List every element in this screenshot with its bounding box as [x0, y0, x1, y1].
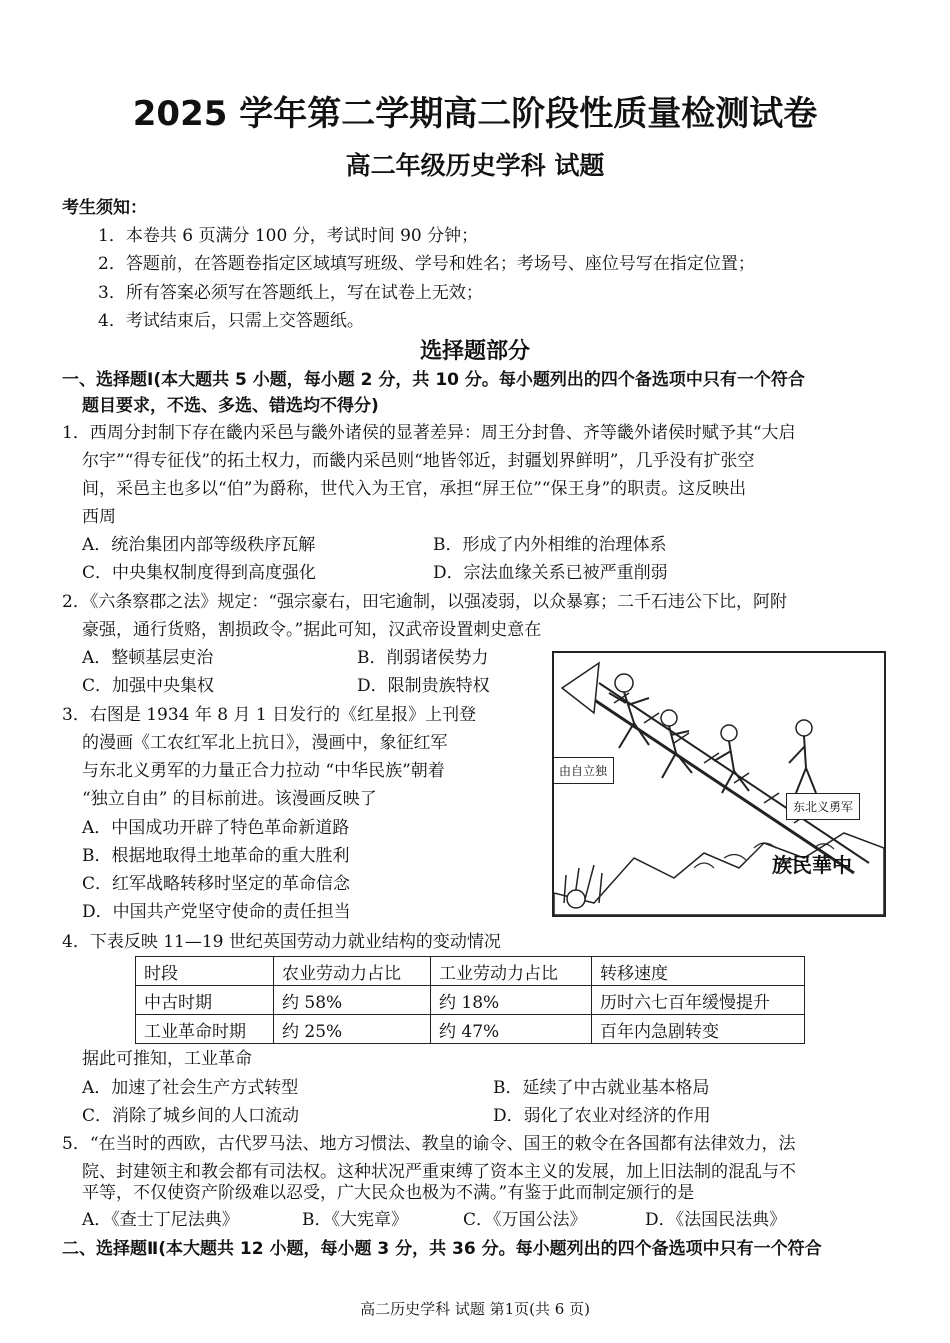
q1-stem-line: 1．西周分封制下存在畿内采邑与畿外诸侯的显著差异：周王分封鲁、齐等畿外诸侯时赋予其“大启: [62, 423, 796, 443]
q3-stem-line: 与东北义勇军的力量正合力拉动 “中华民族”朝着: [82, 761, 445, 781]
q1-stem-line: 尔宇”“得专征伐”的拓土权力，而畿内采邑则“地皆邻近，封疆划界鲜明”，几乎没有扩张空: [82, 451, 755, 471]
exam-subtitle: 高二年级历史学科 试题: [345, 151, 605, 180]
table-cell: 历时六七百年缓慢提升: [592, 986, 805, 1015]
q3-option-b: B．根据地取得土地革命的重大胜利: [82, 846, 350, 866]
q3-option-a: A．中国成功开辟了特色革命新道路: [82, 818, 350, 838]
q4-after-text: 据此可推知，工业革命: [82, 1049, 252, 1069]
q5-option-c: C．《万国公法》: [463, 1210, 587, 1230]
q3-stem-line: “独立自由” 的目标前进。该漫画反映了: [82, 789, 377, 809]
notice-item-4: 4．考试结束后，只需上交答题纸。: [98, 311, 364, 331]
table-cell: 约 25%: [274, 1015, 431, 1044]
cartoon-label-independence: 由自立独: [552, 757, 614, 784]
q4-option-b: B．延续了中古就业基本格局: [493, 1078, 710, 1098]
q1-option-d: D．宗法血缘关系已被严重削弱: [433, 563, 668, 583]
table-header-cell: 工业劳动力占比: [431, 957, 592, 986]
notice-heading: 考生须知：: [62, 198, 147, 218]
q2-stem-line: 豪强，通行货赂，割损政令。”据此可知，汉武帝设置刺史意在: [82, 620, 542, 640]
table-cell: 约 58%: [274, 986, 431, 1015]
part1-heading: 一、选择题Ⅰ(本大题共 5 小题，每小题 2 分，共 10 分。每小题列出的四个备选项中只有一个符合: [62, 370, 805, 390]
q1-option-a: A．统治集团内部等级秩序瓦解: [82, 535, 316, 555]
table-header-cell: 农业劳动力占比: [274, 957, 431, 986]
q2-option-c: C．加强中央集权: [82, 676, 215, 696]
q5-option-d: D．《法国民法典》: [645, 1210, 787, 1230]
q4-option-d: D．弱化了农业对经济的作用: [493, 1106, 711, 1126]
q1-stem-line: 西周: [82, 507, 116, 527]
section-title: 选择题部分: [419, 339, 530, 364]
table-cell: 工业革命时期: [136, 1015, 274, 1044]
q4-option-a: A．加速了社会生产方式转型: [82, 1078, 299, 1098]
cartoon-label-nation: 族民華中: [772, 853, 852, 877]
table-header-cell: 转移速度: [592, 957, 805, 986]
q4-stem-line: 4．下表反映 11—19 世纪英国劳动力就业结构的变动情况: [62, 932, 501, 952]
notice-item-2: 2．答题前，在答题卷指定区域填写班级、学号和姓名；考场号、座位号写在指定位置；: [98, 254, 755, 274]
table-row: [136, 986, 805, 1015]
q3-option-c: C．红军战略转移时坚定的革命信念: [82, 874, 351, 894]
table-cell: 约 18%: [431, 986, 592, 1015]
q1-stem-line: 间，采邑主也多以“伯”为爵称，世代入为王官，承担“屏王位”“保王身”的职责。这反映出: [82, 479, 747, 499]
table-header-cell: 时段: [136, 957, 274, 986]
q2-option-b: B．削弱诸侯势力: [357, 648, 489, 668]
q2-option-d: D．限制贵族特权: [357, 676, 490, 696]
q5-option-a: A．《查士丁尼法典》: [82, 1210, 239, 1230]
q2-option-a: A．整顿基层吏治: [82, 648, 214, 668]
q5-stem-line: 院、封建领主和教会都有司法权。这种状况严重束缚了资本主义的发展，加上旧法制的混乱与不: [82, 1162, 796, 1182]
part1-heading-cont: 题目要求，不选、多选、错选均不得分): [82, 396, 379, 416]
table-row: [136, 1015, 805, 1044]
q3-stem-line: 的漫画《工农红军北上抗日》，漫画中，象征红军: [82, 733, 448, 753]
q1-option-b: B．形成了内外相维的治理体系: [433, 535, 667, 555]
table-cell: 百年内急剧转变: [592, 1015, 805, 1044]
page-footer: 高二历史学科 试题 第1页(共 6 页): [360, 1300, 590, 1318]
q1-option-c: C．中央集权制度得到高度强化: [82, 563, 317, 583]
q2-stem-line: 2．《六条察郡之法》规定：“强宗豪右，田宅逾制，以强凌弱，以众暴寡；二千石违公下比，阿附: [62, 592, 788, 612]
notice-item-1: 1．本卷共 6 页满分 100 分，考试时间 90 分钟；: [98, 226, 479, 246]
exam-title: 2025 学年第二学期高二阶段性质量检测试卷: [132, 94, 818, 134]
q3-stem-line: 3．右图是 1934 年 8 月 1 日发行的《红星报》上刊登: [62, 705, 477, 725]
employment-table: [135, 956, 805, 1044]
q4-option-c: C．消除了城乡间的人口流动: [82, 1106, 300, 1126]
q5-stem-line: 平等，不仅使资产阶级难以忍受，广大民众也极为不满。”有鉴于此而制定颁行的是: [82, 1183, 695, 1203]
q5-stem-line: 5．“在当时的西欧，古代罗马法、地方习惯法、教皇的谕令、国王的敕令在各国都有法律效力，法: [62, 1134, 796, 1154]
cartoon-label-volunteers: 东北义勇军: [786, 793, 860, 820]
table-header-row: [136, 957, 805, 986]
table-cell: 约 47%: [431, 1015, 592, 1044]
q5-option-b: B．《大宪章》: [302, 1210, 408, 1230]
notice-item-3: 3．所有答案必须写在答题纸上，写在试卷上无效；: [98, 283, 483, 303]
red-army-cartoon: [552, 651, 886, 917]
table-cell: 中古时期: [136, 986, 274, 1015]
q3-option-d: D．中国共产党坚守使命的责任担当: [82, 902, 351, 922]
part2-heading: 二、选择题Ⅱ(本大题共 12 小题，每小题 3 分，共 36 分。每小题列出的四个备选项中只有一个符合: [62, 1239, 822, 1259]
